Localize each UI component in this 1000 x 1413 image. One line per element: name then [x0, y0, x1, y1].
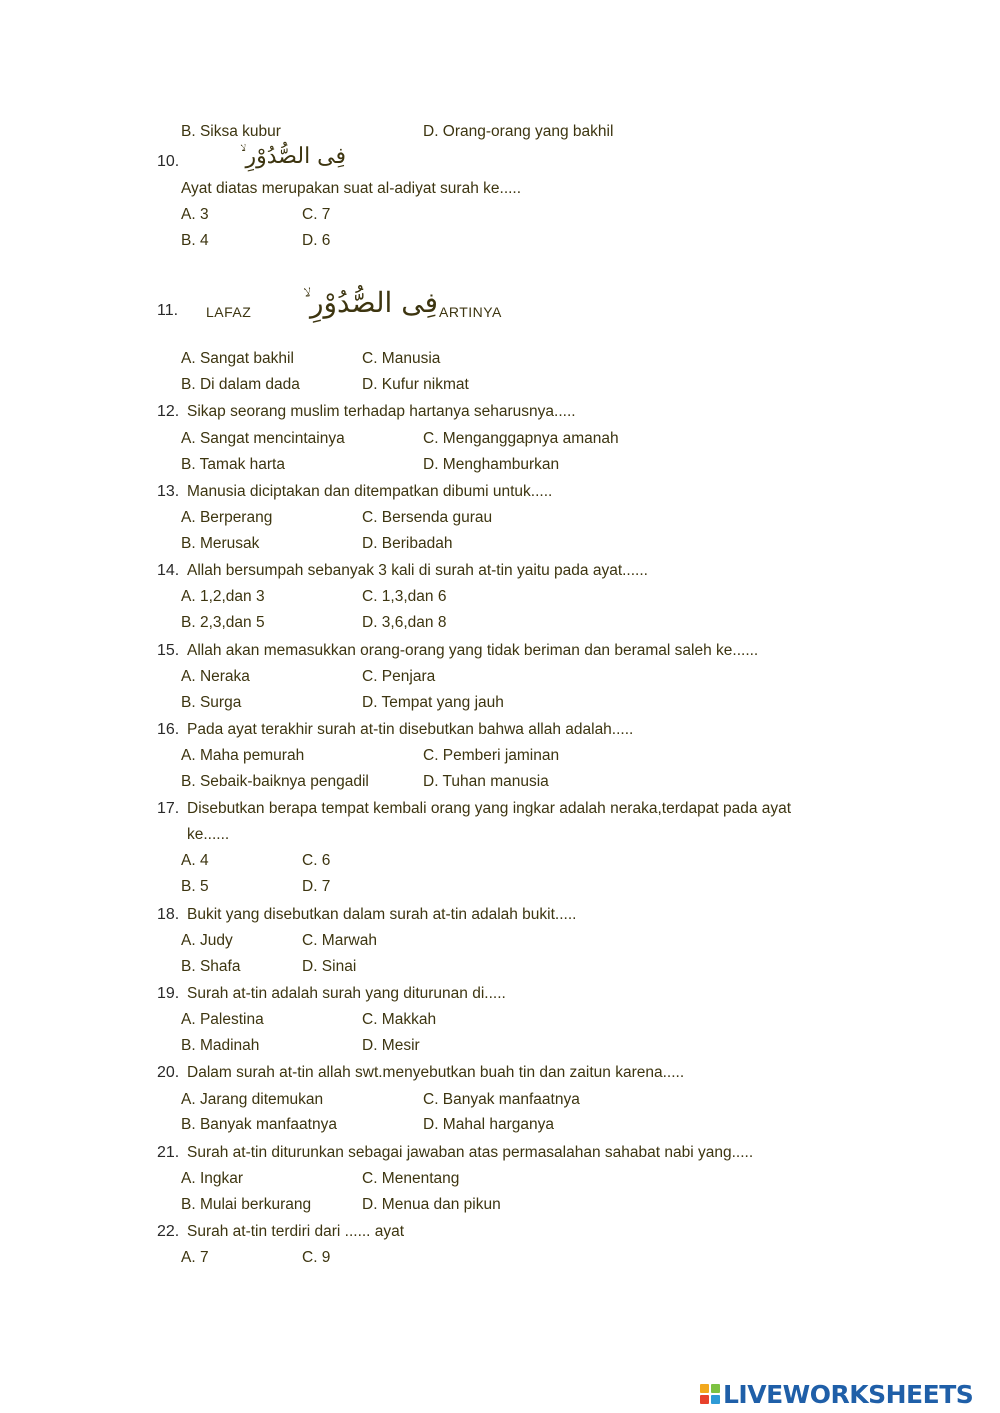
q11-option-b: B. Di dalam dada	[181, 376, 300, 393]
q12-option-c: C. Menganggapnya amanah	[423, 430, 619, 447]
q15-option-c: C. Penjara	[362, 668, 436, 685]
q22-option-c: C. 9	[302, 1249, 331, 1266]
q15-option-a: A. Neraka	[181, 668, 250, 685]
q21-option-b: B. Mulai berkurang	[181, 1196, 312, 1213]
q17-question-continued: ke......	[187, 826, 230, 843]
q13-number: 13.	[157, 483, 180, 500]
q22-number: 22.	[157, 1223, 180, 1240]
q12-question: Sikap seorang muslim terhadap hartanya seharusnya.....	[187, 403, 576, 420]
q14-number: 14.	[157, 562, 180, 579]
q11-artinya-label: ARTINYA	[439, 304, 502, 320]
q13-option-b: B. Merusak	[181, 535, 260, 552]
q10-option-d: D. 6	[302, 232, 331, 249]
q18-option-b: B. Shafa	[181, 958, 241, 975]
q10-option-b: B. 4	[181, 232, 209, 249]
q20-option-a: A. Jarang ditemukan	[181, 1091, 324, 1108]
q17-option-b: B. 5	[181, 878, 209, 895]
q18-option-d: D. Sinai	[302, 958, 357, 975]
q14-option-d: D. 3,6,dan 8	[362, 614, 447, 631]
q17-option-c: C. 6	[302, 852, 331, 869]
q18-number: 18.	[157, 906, 180, 923]
liveworksheets-logo-text: LIVEWORKSHEETS	[723, 1379, 974, 1409]
q21-option-c: C. Menentang	[362, 1170, 460, 1187]
q19-question: Surah at-tin adalah surah yang diturunan di.....	[187, 985, 506, 1002]
q19-option-d: D. Mesir	[362, 1037, 420, 1054]
logo-square	[711, 1384, 720, 1393]
q21-option-d: D. Menua dan pikun	[362, 1196, 501, 1213]
q11-option-a: A. Sangat bakhil	[181, 350, 294, 367]
q12-number: 12.	[157, 403, 180, 420]
q19-option-c: C. Makkah	[362, 1011, 437, 1028]
q20-option-b: B. Banyak manfaatnya	[181, 1116, 337, 1133]
q11-option-d: D. Kufur nikmat	[362, 376, 469, 393]
q17-number: 17.	[157, 800, 180, 817]
q10-question: Ayat diatas merupakan suat al-adiyat surah ke.....	[181, 180, 522, 197]
q13-option-c: C. Bersenda gurau	[362, 509, 493, 526]
q14-option-b: B. 2,3,dan 5	[181, 614, 265, 631]
q11-number: 11.	[157, 302, 179, 319]
q15-option-b: B. Surga	[181, 694, 242, 711]
q10-arabic-text: فِى الصُّدُوْرِ ۙ	[240, 144, 347, 169]
q16-option-c: C. Pemberi jaminan	[423, 747, 560, 764]
q16-option-d: D. Tuhan manusia	[423, 773, 549, 790]
q13-option-d: D. Beribadah	[362, 535, 453, 552]
logo-square	[711, 1395, 720, 1404]
q10-option-a: A. 3	[181, 206, 209, 223]
q17-option-a: A. 4	[181, 852, 209, 869]
q14-option-c: C. 1,3,dan 6	[362, 588, 447, 605]
q13-option-a: A. Berperang	[181, 509, 273, 526]
q18-option-c: C. Marwah	[302, 932, 377, 949]
q16-question: Pada ayat terakhir surah at-tin disebutkan bahwa allah adalah.....	[187, 721, 634, 738]
q22-option-a: A. 7	[181, 1249, 209, 1266]
liveworksheets-logo-icon	[700, 1384, 720, 1404]
q10-option-c: C. 7	[302, 206, 331, 223]
logo-square	[700, 1384, 709, 1393]
q17-question: Disebutkan berapa tempat kembali orang yang ingkar adalah neraka,terdapat pada ayat	[187, 800, 792, 817]
q9-option-d: D. Orang-orang yang bakhil	[423, 123, 614, 140]
q15-number: 15.	[157, 642, 180, 659]
q19-number: 19.	[157, 985, 180, 1002]
q14-option-a: A. 1,2,dan 3	[181, 588, 265, 605]
q12-option-d: D. Menghamburkan	[423, 456, 560, 473]
q11-lafaz-label: LAFAZ	[206, 304, 252, 320]
q15-question: Allah akan memasukkan orang-orang yang tidak beriman dan beramal saleh ke......	[187, 642, 759, 659]
q20-question: Dalam surah at-tin allah swt.menyebutkan buah tin dan zaitun karena.....	[187, 1064, 685, 1081]
liveworksheets-logo[interactable]	[700, 1378, 973, 1410]
q19-option-b: B. Madinah	[181, 1037, 260, 1054]
q21-option-a: A. Ingkar	[181, 1170, 244, 1187]
q12-option-a: A. Sangat mencintainya	[181, 430, 345, 447]
q19-option-a: A. Palestina	[181, 1011, 264, 1028]
q17-option-d: D. 7	[302, 878, 331, 895]
q21-question: Surah at-tin diturunkan sebagai jawaban atas permasalahan sahabat nabi yang.....	[187, 1144, 754, 1161]
q20-option-c: C. Banyak manfaatnya	[423, 1091, 580, 1108]
q16-option-a: A. Maha pemurah	[181, 747, 305, 764]
q11-option-c: C. Manusia	[362, 350, 441, 367]
q12-option-b: B. Tamak harta	[181, 456, 285, 473]
q10-number: 10.	[157, 153, 180, 170]
q18-question: Bukit yang disebutkan dalam surah at-tin adalah bukit.....	[187, 906, 577, 923]
q9-option-b: B. Siksa kubur	[181, 123, 281, 140]
q16-number: 16.	[157, 721, 180, 738]
q21-number: 21.	[157, 1144, 180, 1161]
q20-option-d: D. Mahal harganya	[423, 1116, 554, 1133]
q20-number: 20.	[157, 1064, 180, 1081]
q22-question: Surah at-tin terdiri dari ...... ayat	[187, 1223, 405, 1240]
q18-option-a: A. Judy	[181, 932, 233, 949]
q15-option-d: D. Tempat yang jauh	[362, 694, 504, 711]
q13-question: Manusia diciptakan dan ditempatkan dibumi untuk.....	[187, 483, 553, 500]
q16-option-b: B. Sebaik-baiknya pengadil	[181, 773, 369, 790]
q14-question: Allah bersumpah sebanyak 3 kali di surah at-tin yaitu pada ayat......	[187, 562, 648, 579]
logo-square	[700, 1395, 709, 1404]
q11-arabic-text: فِى الصُّدُوْرِ ۙ	[303, 286, 438, 319]
